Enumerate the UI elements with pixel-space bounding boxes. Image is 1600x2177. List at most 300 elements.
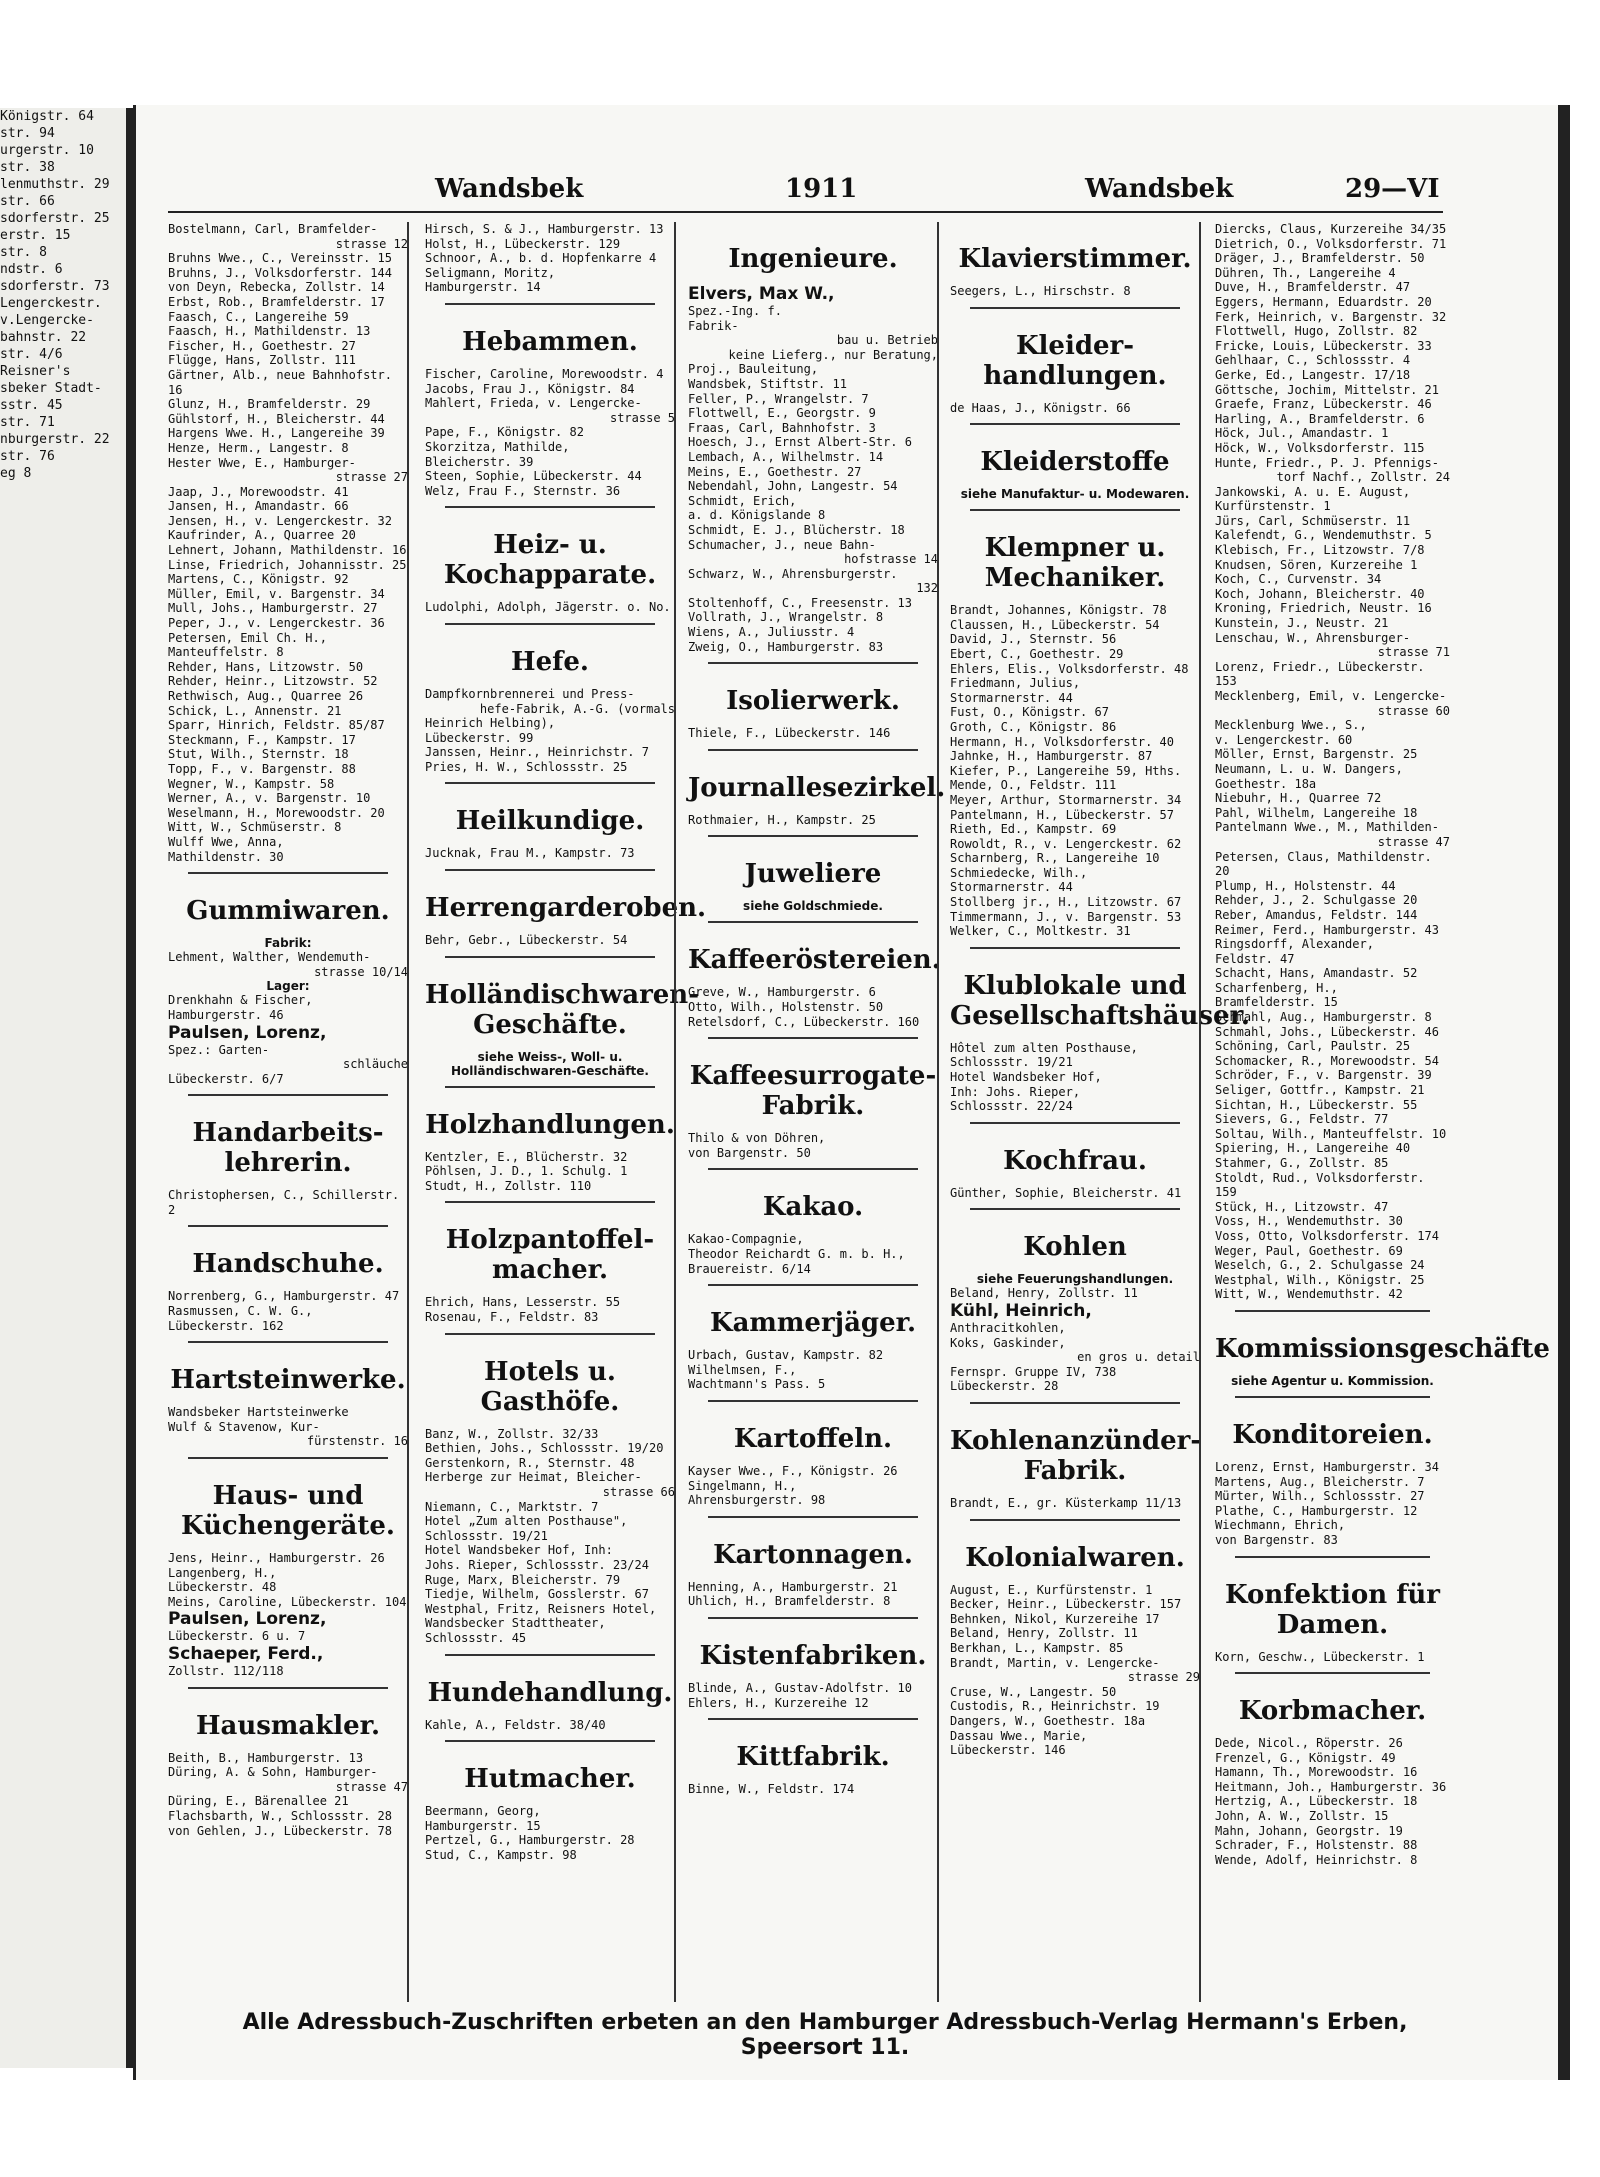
directory-entry: Herberge zur Heimat, Bleicher-: [425, 1470, 642, 1485]
directory-entry: Hermann, H., Volksdorferstr. 40: [950, 734, 1174, 749]
directory-entry: Lübeckerstr. 162: [168, 1318, 284, 1333]
directory-entry: Niemann, C., Marktstr. 7: [425, 1499, 599, 1514]
featured-entry: Elvers, Max W.,: [688, 284, 835, 304]
directory-entry: Stück, H., Litzowstr. 47: [1215, 1199, 1389, 1214]
directory-entry: Schnoor, A., b. d. Hopfenkarre 4: [425, 251, 657, 266]
directory-entry: Rothmaier, H., Kampstr. 25: [688, 812, 876, 827]
directory-entry: Jacobs, Frau J., Königstr. 84: [425, 381, 635, 396]
featured-entry: Paulsen, Lorenz,: [168, 1609, 327, 1630]
directory-entry: Kurfürstenstr. 1: [1215, 499, 1331, 514]
directory-entry: Schwarz, W., Ahrensburgerstr.: [688, 566, 898, 581]
directory-entry: Faasch, C., Langereihe 59: [168, 309, 349, 324]
category-heading: Kittfabrik.: [736, 1742, 890, 1773]
directory-entry: Heinrich Helbing),: [425, 716, 556, 731]
cross-reference-note: siehe Goldschmiede.: [743, 899, 883, 914]
category-rule: [970, 307, 1180, 309]
directory-entry: Linse, Friedrich, Johannisstr. 25: [168, 557, 407, 572]
directory-entry: Jensen, H., v. Lengerckestr. 32: [168, 513, 392, 528]
directory-entry: Glunz, H., Bramfelderstr. 29: [168, 397, 371, 412]
directory-entry: Hoesch, J., Ernst Albert-Str. 6: [688, 435, 912, 450]
directory-entry: Holst, H., Lübeckerstr. 129: [425, 236, 621, 251]
category-rule: [445, 956, 655, 958]
directory-entry: Schick, L., Annenstr. 21: [168, 703, 342, 718]
category-rule: [188, 1687, 388, 1689]
previous-page-fragment: str. 4/6: [0, 347, 63, 362]
directory-entry: Ehrich, Hans, Lesserstr. 55: [425, 1295, 621, 1310]
directory-entry: Dassau Wwe., Marie,: [950, 1728, 1088, 1743]
directory-entry: de Haas, J., Königstr. 66: [950, 400, 1131, 415]
column-5: [1215, 222, 1550, 2022]
directory-entry: Bethien, Johs., Schlossstr. 19/20: [425, 1441, 664, 1456]
directory-entry: Fricke, Louis, Lübeckerstr. 33: [1215, 338, 1432, 353]
directory-entry: Werner, A., v. Bargenstr. 10: [168, 791, 371, 806]
directory-entry: Pape, F., Königstr. 82: [425, 425, 584, 440]
directory-entry: Proj., Bauleitung,: [688, 362, 819, 377]
directory-entry: Witt, W., Schmüserstr. 8: [168, 820, 342, 835]
directory-entry: strasse 60: [1377, 703, 1450, 718]
category-rule: [1235, 1556, 1430, 1558]
category-rule: [445, 506, 655, 508]
directory-entry: Lübeckerstr. 6/7: [168, 1071, 284, 1086]
directory-entry: Düring, A. & Sohn, Hamburger-: [168, 1765, 378, 1780]
category-rule: [445, 1086, 655, 1088]
directory-entry: Müller, Emil, v. Bargenstr. 34: [168, 586, 385, 601]
directory-entry: Bruhns, J., Volksdorferstr. 144: [168, 265, 392, 280]
directory-entry: Hôtel zum alten Posthause,: [950, 1040, 1138, 1055]
category-heading: Ingenieure.: [728, 244, 898, 274]
category-rule: [970, 1122, 1180, 1124]
directory-entry: Pahl, Wilhelm, Langereihe 18: [1215, 805, 1418, 820]
directory-entry: Janssen, Heinr., Heinrichstr. 7: [425, 745, 649, 760]
previous-page-fragment: sbeker Stadt-: [0, 381, 102, 396]
directory-entry: Drenkhahn & Fischer,: [168, 993, 313, 1008]
directory-entry: Bleicherstr. 39: [425, 454, 534, 469]
footer-notice: Alle Adressbuch-Zuschriften erbeten an den Hamburger Adressbuch-Verlag Hermann's Erben, Speersort 11.: [242, 2010, 1408, 2060]
directory-entry: Zollstr. 112/118: [168, 1664, 284, 1678]
category-rule: [445, 1201, 655, 1203]
directory-entry: Petersen, Claus, Mathildenstr. 20: [1215, 849, 1432, 879]
category-rule: [970, 1208, 1180, 1210]
category-rule: [708, 921, 918, 923]
directory-entry: Fust, O., Königstr. 67: [950, 705, 1109, 720]
category-heading: Kammerjäger.: [709, 1308, 917, 1339]
directory-entry: Fabrik-: [688, 318, 739, 333]
directory-entry: strasse 29: [1127, 1670, 1200, 1685]
category-rule: [708, 749, 918, 751]
directory-entry: Flügge, Hans, Zollstr. 111: [168, 353, 356, 368]
directory-entry: Hotel Wandsbeker Hof,: [950, 1070, 1102, 1085]
directory-entry: Behr, Gebr., Lübeckerstr. 54: [425, 933, 628, 948]
category-heading: Hutmacher.: [464, 1764, 636, 1795]
directory-entry: Kayser Wwe., F., Königstr. 26: [688, 1463, 898, 1478]
directory-entry: Erbst, Rob., Bramfelderstr. 17: [168, 294, 385, 309]
directory-entry: Ruge, Marx, Bleicherstr. 79: [425, 1572, 621, 1587]
directory-entry: Westphal, Wilh., Königstr. 25: [1215, 1272, 1425, 1287]
previous-page-fragment: v.Lengercke-: [0, 313, 94, 328]
directory-entry: strasse 71: [1377, 645, 1450, 660]
category-rule: [445, 1333, 655, 1335]
directory-entry: Mecklenburg Wwe., S.,: [1215, 718, 1367, 733]
directory-entry: Stollberg jr., H., Litzowstr. 67: [950, 895, 1182, 910]
directory-entry: Banz, W., Zollstr. 32/33: [425, 1426, 599, 1441]
category-rule: [445, 1654, 655, 1656]
category-heading: Kartoffeln.: [733, 1423, 893, 1454]
category-heading: Kaffeeröstereien.: [688, 945, 941, 976]
featured-entry: Kühl, Heinrich,: [950, 1301, 1092, 1321]
directory-entry: Manteuffelstr. 8: [168, 645, 284, 660]
directory-entry: Schmidt, E. J., Blücherstr. 18: [688, 522, 905, 537]
directory-entry: Ringsdorff, Alexander,: [1215, 937, 1374, 952]
previous-page-fragment: sdorferstr. 73: [0, 279, 110, 294]
column-4: [950, 222, 1250, 2022]
directory-entry: Dangers, W., Goethestr. 18a: [950, 1713, 1146, 1728]
directory-entry: strasse 5: [609, 410, 675, 425]
category-heading: Juweliere: [744, 859, 882, 890]
directory-entry: Frenzel, G., Königstr. 49: [1215, 1750, 1396, 1765]
directory-entry: Greve, W., Hamburgerstr. 6: [688, 985, 876, 1000]
category-heading: Heiz- u. Kochapparate.: [443, 530, 657, 591]
category-rule: [445, 303, 655, 305]
directory-entry: Jankowski, A. u. E. August,: [1215, 484, 1411, 499]
category-heading: Hefe.: [511, 646, 589, 677]
directory-entry: John, A. W., Zollstr. 15: [1215, 1809, 1389, 1824]
directory-entry: Ehlers, H., Kurzereihe 12: [688, 1695, 869, 1710]
directory-entry: Rieth, Ed., Kampstr. 69: [950, 822, 1117, 837]
featured-entry: Paulsen, Lorenz,: [168, 1022, 327, 1043]
directory-entry: Cruse, W., Langestr. 50: [950, 1684, 1117, 1699]
directory-entry: Lembach, A., Wilhelmstr. 14: [688, 449, 884, 464]
directory-entry: bau u. Betrieb: [836, 333, 938, 348]
directory-entry: Stoldt, Rud., Volksdorferstr. 159: [1215, 1170, 1425, 1200]
category-rule: [188, 1341, 388, 1343]
directory-entry: Petersen, Emil Ch. H.,: [168, 630, 327, 645]
directory-entry: Fernspr. Gruppe IV, 738: [950, 1364, 1117, 1379]
directory-entry: von Gehlen, J., Lübeckerstr. 78: [168, 1823, 392, 1838]
directory-entry: Skorzitza, Mathilde,: [425, 439, 570, 454]
directory-entry: Lorenz, Ernst, Hamburgerstr. 34: [1215, 1459, 1439, 1474]
directory-entry: strasse 10/14: [314, 964, 408, 979]
previous-page-fragment: Lengerckestr.: [0, 296, 102, 311]
directory-entry: Martens, Aug., Bleicherstr. 7: [1215, 1474, 1425, 1489]
directory-entry: Groth, C., Königstr. 86: [950, 719, 1117, 734]
category-heading: Handschuhe.: [192, 1249, 384, 1280]
directory-entry: Wende, Adolf, Heinrichstr. 8: [1215, 1852, 1418, 1867]
directory-entry: Kroning, Friedrich, Neustr. 16: [1215, 601, 1432, 616]
category-rule: [188, 1457, 388, 1459]
directory-entry: Jürs, Carl, Schmüserstr. 11: [1215, 513, 1411, 528]
directory-entry: Gerstenkorn, R., Sternstr. 48: [425, 1455, 635, 1470]
directory-entry: Lübeckerstr. 99: [425, 730, 534, 745]
subheading: Fabrik:: [264, 936, 312, 951]
category-rule: [1235, 1396, 1430, 1398]
directory-entry: Henning, A., Hamburgerstr. 21: [688, 1579, 898, 1594]
directory-entry: Behnken, Nikol, Kurzereihe 17: [950, 1611, 1160, 1626]
directory-entry: keine Lieferg., nur Beratung,: [728, 347, 938, 362]
directory-entry: fürstenstr. 16: [306, 1434, 408, 1449]
directory-entry: Beland, Henry, Zollstr. 11: [950, 1626, 1138, 1641]
directory-entry: Knudsen, Sören, Kurzereihe 1: [1215, 557, 1418, 572]
category-heading: Klublokale und Gesellschaftshäuser.: [950, 970, 1250, 1031]
subheading: Lager:: [266, 979, 310, 994]
directory-entry: Martens, C., Königstr. 92: [168, 572, 349, 587]
directory-entry: Rowoldt, R., v. Lengerckestr. 62: [950, 836, 1182, 851]
previous-page-fragment: erstr. 15: [0, 228, 71, 243]
directory-entry: Mecklenberg, Emil, v. Lengercke-: [1215, 689, 1447, 703]
directory-entry: Plump, H., Holstenstr. 44: [1215, 878, 1396, 893]
directory-entry: Beith, B., Hamburgerstr. 13: [168, 1750, 364, 1765]
directory-entry: Stahmer, G., Zollstr. 85: [1215, 1156, 1389, 1170]
directory-entry: Fraas, Carl, Bahnhofstr. 3: [688, 420, 876, 435]
directory-entry: Gärtner, Alb., neue Bahnhofstr. 16: [168, 367, 392, 397]
category-heading: Journallesezirkel.: [688, 772, 946, 803]
directory-entry: Schrader, F., Holstenstr. 88: [1215, 1838, 1418, 1853]
previous-page-fragment: str. 71: [0, 415, 55, 430]
directory-entry: Pantelmann Wwe., M., Mathilden-: [1215, 820, 1439, 835]
column-divider: [937, 222, 939, 2002]
category-rule: [188, 1094, 388, 1096]
directory-entry: Flottwell, E., Georgstr. 9: [688, 406, 876, 421]
previous-page-strip: [0, 108, 140, 2068]
directory-entry: hefe-Fabrik, A.-G. (vormals: [479, 701, 675, 716]
directory-entry: Beland, Henry, Zollstr. 11: [950, 1286, 1138, 1301]
category-heading: Kakao.: [762, 1192, 864, 1223]
directory-entry: Fischer, Caroline, Morewoodstr. 4: [425, 366, 664, 381]
category-heading: Kleider-handlungen.: [983, 330, 1167, 391]
directory-entry: Möller, Ernst, Bargenstr. 25: [1215, 747, 1418, 762]
directory-entry: Weselmann, H., Morewoodstr. 20: [168, 805, 385, 820]
category-heading: Holzhandlungen.: [425, 1109, 675, 1140]
directory-entry: Jucknak, Frau M., Kampstr. 73: [425, 846, 635, 861]
directory-entry: Peper, J., v. Lengerckestr. 36: [168, 616, 385, 631]
column-divider: [1199, 222, 1201, 2002]
previous-page-fragment: nburgerstr. 22: [0, 432, 110, 447]
directory-entry: strasse 66: [602, 1485, 675, 1499]
directory-entry: Wandsbek, Stiftstr. 11: [688, 376, 847, 391]
directory-entry: Schmiedecke, Wilh.,: [950, 865, 1088, 880]
directory-entry: Lübeckerstr. 146: [950, 1743, 1066, 1758]
directory-entry: Feller, P., Wrangelstr. 7: [688, 391, 869, 406]
previous-page-fragment: str. 8: [0, 245, 47, 260]
directory-entry: Meins, Caroline, Lübeckerstr. 104: [168, 1594, 407, 1609]
directory-entry: Wulff Wwe, Anna,: [168, 834, 284, 849]
directory-entry: Kiefer, P., Langereihe 59, Hths.: [950, 763, 1182, 778]
page-number: 29—VI: [1345, 174, 1440, 204]
directory-entry: Schlossstr. 19/21: [425, 1528, 548, 1543]
directory-entry: Blinde, A., Gustav-Adolfstr. 10: [688, 1680, 912, 1695]
previous-page-fragment: str. 94: [0, 126, 55, 141]
previous-page-fragment: ndstr. 6: [0, 262, 63, 277]
directory-entry: Hargens Wwe. H., Langereihe 39: [168, 426, 385, 441]
directory-entry: Nebendahl, John, Langestr. 54: [688, 479, 898, 494]
directory-entry: Witt, W., Wendemuthstr. 42: [1215, 1287, 1403, 1302]
directory-entry: Weger, Paul, Goethestr. 69: [1215, 1243, 1403, 1258]
directory-entry: Brandt, Johannes, Königstr. 78: [950, 603, 1167, 618]
directory-entry: Uhlich, H., Bramfelderstr. 8: [688, 1594, 891, 1609]
directory-entry: Eggers, Hermann, Eduardstr. 20: [1215, 294, 1432, 309]
directory-entry: Hester Wwe, E., Hamburger-: [168, 455, 356, 470]
directory-entry: Stud, C., Kampstr. 98: [425, 1847, 577, 1862]
previous-page-fragment: Königstr. 64: [0, 109, 94, 124]
column-divider: [407, 222, 409, 2002]
category-heading: Haus- und Küchengeräte.: [181, 1481, 395, 1542]
directory-entry: Brauereistr. 6/14: [688, 1261, 811, 1276]
category-rule: [970, 423, 1180, 425]
directory-entry: Stoltenhoff, C., Freesenstr. 13: [688, 595, 912, 610]
directory-entry: Bostelmann, Carl, Bramfelder-: [168, 222, 378, 236]
previous-page-fragment: str. 76: [0, 449, 55, 464]
directory-entry: Claussen, H., Lübeckerstr. 54: [950, 617, 1160, 632]
header-year: 1911: [785, 174, 858, 204]
directory-entry: Johs. Rieper, Schlossstr. 23/24: [425, 1557, 649, 1572]
directory-entry: Welker, C., Moltkestr. 31: [950, 924, 1131, 939]
column-divider: [674, 222, 676, 2002]
directory-entry: Soltau, Wilh., Manteuffelstr. 10: [1215, 1126, 1447, 1141]
category-heading: Kaffeesurrogate-Fabrik.: [689, 1061, 937, 1122]
directory-entry: Dede, Nicol., Röperstr. 26: [1215, 1736, 1403, 1751]
directory-entry: Ferk, Heinrich, v. Bargenstr. 32: [1215, 309, 1447, 324]
category-rule: [445, 623, 655, 625]
category-heading: Kartonnagen.: [713, 1539, 913, 1570]
directory-entry: Bramfelderstr. 15: [1215, 995, 1338, 1010]
category-heading: Kohlenanzünder-Fabrik.: [950, 1425, 1202, 1486]
directory-entry: Inh: Johs. Rieper,: [950, 1084, 1081, 1099]
directory-entry: Sparr, Hinrich, Feldstr. 85/87: [168, 718, 385, 733]
directory-entry: Stormarnerstr. 44: [950, 880, 1073, 895]
directory-entry: Goethestr. 18a: [1215, 776, 1317, 791]
previous-page-fragment: lenmuthstr. 29: [0, 177, 110, 192]
category-rule: [708, 1037, 918, 1039]
directory-entry: Weselch, G., 2. Schulgasse 24: [1215, 1258, 1425, 1273]
category-rule: [708, 1400, 918, 1402]
directory-entry: Reber, Amandus, Feldstr. 144: [1215, 907, 1418, 922]
cross-reference-note: siehe Feuerungshandlungen.: [976, 1272, 1174, 1287]
directory-entry: von Deyn, Rebecka, Zollstr. 14: [168, 280, 385, 295]
directory-entry: Singelmann, H.,: [688, 1478, 797, 1493]
directory-entry: strasse 47: [335, 1779, 408, 1794]
directory-entry: strasse 12: [335, 236, 408, 251]
category-rule: [708, 1516, 918, 1518]
previous-page-fragment: bahnstr. 22: [0, 330, 87, 345]
cross-reference-note: siehe Manufaktur- u. Modewaren.: [960, 487, 1190, 502]
directory-entry: Wegner, W., Kampstr. 58: [168, 776, 335, 791]
column-3: [688, 222, 946, 2022]
directory-entry: Schlossstr. 45: [425, 1630, 527, 1645]
directory-entry: Steckmann, F., Kampstr. 17: [168, 732, 356, 747]
directory-entry: Spez.-Ing. f.: [688, 304, 782, 318]
directory-entry: Wulf & Stavenow, Kur-: [168, 1419, 320, 1434]
directory-entry: Mürter, Wilh., Schlossstr. 27: [1215, 1489, 1425, 1504]
category-heading: Kochfrau.: [1003, 1145, 1147, 1176]
directory-entry: Zweig, O., Hamburgerstr. 83: [688, 639, 884, 654]
directory-entry: Voss, H., Wendemuthstr. 30: [1215, 1214, 1403, 1229]
directory-entry: Spiering, H., Langereihe 40: [1215, 1141, 1411, 1156]
directory-entry: strasse 47: [1377, 834, 1450, 849]
directory-entry: 132: [916, 581, 938, 596]
directory-entry: Hamburgerstr. 15: [425, 1818, 541, 1833]
category-rule: [708, 1168, 918, 1170]
directory-entry: Mull, Johs., Hamburgerstr. 27: [168, 601, 378, 616]
previous-page-fragment: sstr. 45: [0, 398, 63, 413]
directory-entry: Schomacker, R., Morewoodstr. 54: [1215, 1053, 1439, 1068]
directory-entry: August, E., Kurfürstenstr. 1: [950, 1582, 1153, 1597]
directory-entry: Schacht, Hans, Amandastr. 52: [1215, 966, 1418, 981]
directory-entry: Rosenau, F., Feldstr. 83: [425, 1310, 599, 1325]
category-rule: [970, 509, 1180, 511]
directory-entry: en gros u. detail: [1077, 1350, 1200, 1365]
previous-page-fragment: str. 66: [0, 194, 55, 209]
directory-entry: Langenberg, H.,: [168, 1565, 277, 1580]
directory-entry: Anthracitkohlen,: [950, 1321, 1066, 1335]
directory-entry: Friedmann, Julius,: [950, 676, 1081, 691]
directory-entry: Otto, Wilh., Holstenstr. 50: [688, 1000, 884, 1015]
directory-entry: Theodor Reichardt G. m. b. H.,: [688, 1247, 905, 1261]
directory-entry: Brandt, Martin, v. Lengercke-: [950, 1655, 1160, 1670]
directory-entry: Feldstr. 47: [1215, 951, 1295, 966]
directory-entry: Pöhlsen, J. D., 1. Schulg. 1: [425, 1164, 628, 1179]
directory-entry: Welz, Frau F., Sternstr. 36: [425, 483, 621, 498]
directory-entry: a. d. Königslande 8: [688, 508, 826, 523]
directory-entry: Dampfkornbrennerei und Press-: [425, 686, 635, 701]
header-left: Wandsbek: [435, 174, 584, 204]
header-rule: [168, 211, 1443, 213]
directory-entry: Kunstein, J., Neustr. 21: [1215, 616, 1389, 631]
directory-entry: Timmermann, J., v. Bargenstr. 53: [950, 909, 1182, 924]
directory-entry: Steen, Sophie, Lübeckerstr. 44: [425, 469, 642, 484]
directory-entry: Lorenz, Friedr., Lübeckerstr. 153: [1215, 659, 1425, 689]
directory-entry: Hirsch, S. & J., Hamburgerstr. 13: [425, 222, 664, 236]
category-heading: Holländischwaren-Geschäfte.: [425, 979, 700, 1040]
cross-reference-note: siehe Weiss-, Woll- u. Holländischwaren-Geschäfte.: [451, 1049, 649, 1078]
category-rule: [708, 1617, 918, 1619]
directory-entry: Schmidt, Erich,: [688, 493, 797, 508]
category-rule: [970, 947, 1180, 949]
directory-entry: Ehlers, Elis., Volksdorferstr. 48: [950, 661, 1189, 676]
category-rule: [708, 1284, 918, 1286]
directory-entry: Ahrensburgerstr. 98: [688, 1493, 826, 1508]
category-rule: [188, 1225, 388, 1227]
directory-entry: Lübeckerstr. 48: [168, 1580, 277, 1595]
previous-page-fragment: eg 8: [0, 466, 32, 481]
directory-entry: Neumann, L. u. W. Dangers,: [1215, 761, 1403, 776]
directory-entry: Bruhns Wwe., C., Vereinsstr. 15: [168, 251, 392, 266]
directory-entry: Seliger, Gottfr., Kampstr. 21: [1215, 1083, 1425, 1098]
category-heading: Konfektion für Damen.: [1225, 1579, 1440, 1640]
directory-entry: Stormarnerstr. 44: [950, 690, 1073, 705]
directory-entry: Binne, W., Feldstr. 174: [688, 1782, 855, 1797]
category-heading: Klempner u. Mechaniker.: [984, 533, 1166, 594]
directory-entry: David, J., Sternstr. 56: [950, 632, 1117, 647]
directory-entry: Sichtan, H., Lübeckerstr. 55: [1215, 1097, 1418, 1112]
directory-entry: Heitmann, Joh., Hamburgerstr. 36: [1215, 1779, 1447, 1794]
directory-entry: Berkhan, L., Kampstr. 85: [950, 1640, 1124, 1655]
directory-entry: Mahlert, Frieda, v. Lengercke-: [425, 396, 642, 411]
directory-entry: Gühlstorf, H., Bleicherstr. 44: [168, 411, 385, 426]
directory-entry: Rasmussen, C. W. G.,: [168, 1304, 313, 1319]
binding-edge: [1558, 105, 1570, 2080]
directory-entry: Wiechmann, Ehrich,: [1215, 1518, 1346, 1533]
featured-entry: Schaeper, Ferd.,: [168, 1644, 324, 1664]
directory-entry: Faasch, H., Mathildenstr. 13: [168, 324, 371, 339]
directory-entry: Rehder, Hans, Litzowstr. 50: [168, 659, 364, 674]
directory-entry: Göttsche, Jochim, Mittelstr. 21: [1215, 382, 1439, 397]
directory-entry: Düring, E., Bärenallee 21: [168, 1794, 349, 1809]
directory-entry: Brandt, E., gr. Küsterkamp 11/13: [950, 1495, 1182, 1510]
directory-entry: Becker, Heinr., Lübeckerstr. 157: [950, 1597, 1182, 1612]
category-heading: Kistenfabriken.: [699, 1640, 927, 1671]
directory-entry: Westphal, Fritz, Reisners Hotel,: [425, 1601, 657, 1616]
directory-entry: Mathildenstr. 30: [168, 849, 284, 864]
category-rule: [1235, 1310, 1430, 1312]
